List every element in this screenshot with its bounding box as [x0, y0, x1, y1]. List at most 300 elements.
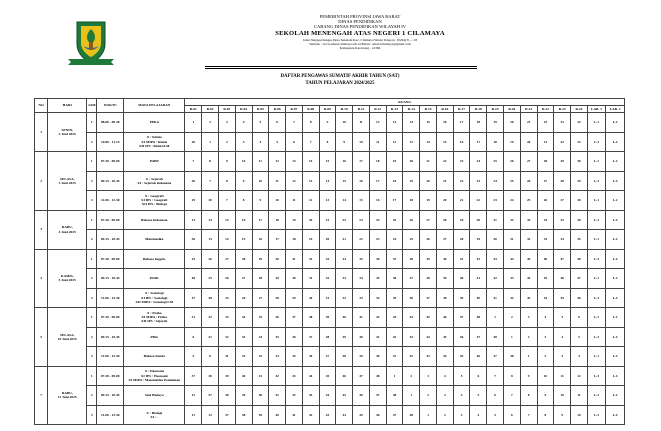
supervisor-code: 31 — [202, 327, 219, 347]
supervisor-code: 35 — [386, 288, 403, 308]
supervisor-code: 27 — [218, 249, 235, 269]
supervisor-code: 19 — [386, 152, 403, 172]
room-header: R.08 — [302, 106, 319, 113]
supervisor-code: 46 — [571, 288, 588, 308]
supervisor-code: 9 — [336, 132, 353, 152]
supervisor-code: 42 — [369, 308, 386, 328]
supervisor-code: 5 — [269, 132, 286, 152]
supervisor-code: 4 — [470, 405, 487, 425]
subject-name: X : Fisika XI MIPA : Fisika XII IPS : Sejarah — [124, 308, 185, 328]
subject-name: Bahasa Indonesia — [124, 210, 185, 230]
supervisor-code: L.3 — [587, 288, 605, 308]
supervisor-code: 47 — [185, 288, 202, 308]
header-province: PEMERINTAH PROVINSI JAWA BARAT — [319, 14, 401, 19]
table-row — [35, 132, 625, 152]
supervisor-code: 12 — [202, 405, 219, 425]
supervisor-code: 14 — [319, 171, 336, 191]
supervisor-code: 4 — [235, 113, 252, 133]
supervisor-code: 3 — [537, 327, 554, 347]
room-header: LAB. 1 — [587, 106, 605, 113]
supervisor-code: 3 — [554, 347, 571, 367]
supervisor-code: L.1 — [587, 152, 605, 172]
supervisor-code: 12 — [269, 152, 286, 172]
room-header: R.07 — [286, 106, 303, 113]
supervisor-code: 37 — [218, 405, 235, 425]
supervisor-code: 19 — [503, 132, 520, 152]
table-row — [35, 191, 625, 211]
supervisor-code: 38 — [202, 366, 219, 386]
title-year: TAHUN PELAJARAN 2024/2025 — [305, 81, 375, 86]
supervisor-code: 28 — [571, 191, 588, 211]
room-header: R.17 — [453, 106, 470, 113]
supervisor-code: 9 — [218, 152, 235, 172]
supervisor-code: 40 — [269, 405, 286, 425]
supervisor-code: 16 — [453, 132, 470, 152]
supervisor-code: 31 — [218, 347, 235, 367]
supervisor-code: 12 — [185, 386, 202, 406]
supervisor-code: 37 — [185, 366, 202, 386]
supervisor-code: 13 — [302, 171, 319, 191]
header-agency: DINAS PENDIDIKAN — [338, 19, 382, 25]
supervisor-code: 22 — [554, 132, 571, 152]
supervisor-code: 6 — [487, 386, 504, 406]
supervisor-code: 42 — [487, 269, 504, 289]
supervisor-code: 11 — [571, 386, 588, 406]
supervisor-code: 28 — [436, 210, 453, 230]
supervisor-code: 31 — [302, 269, 319, 289]
supervisor-code: 24 — [487, 171, 504, 191]
supervisor-code: L.2 — [606, 113, 625, 133]
supervisor-code: 30 — [185, 171, 202, 191]
supervisor-code: 21 — [520, 113, 537, 133]
session-number: 1 — [87, 152, 97, 172]
room-header: R.14 — [403, 106, 420, 113]
supervisor-code: 39 — [420, 249, 437, 269]
supervisor-code: 43 — [420, 347, 437, 367]
supervisor-code: 17 — [470, 132, 487, 152]
room-header: R.03 — [218, 106, 235, 113]
supervisor-code: L.1 — [587, 308, 605, 328]
supervisor-code: 5 — [252, 113, 269, 133]
supervisor-code: 26 — [537, 191, 554, 211]
supervisor-code: 31 — [185, 308, 202, 328]
supervisor-code: 44 — [537, 288, 554, 308]
session-time: 07.30 - 09.00 — [97, 152, 124, 172]
supervisor-code: 21 — [420, 152, 437, 172]
supervisor-code: 13 — [403, 132, 420, 152]
supervisor-code: 25 — [487, 152, 504, 172]
supervisor-code: 14 — [420, 132, 437, 152]
supervisor-code: L.3 — [587, 249, 605, 269]
supervisor-code: 24 — [470, 152, 487, 172]
supervisor-code: 4 — [571, 347, 588, 367]
supervisor-code: 41 — [487, 288, 504, 308]
supervisor-code: 41 — [453, 249, 470, 269]
supervisor-code: 2 — [520, 327, 537, 347]
supervisor-code: 41 — [353, 308, 370, 328]
header-school-name: SEKOLAH MENENGAH ATAS NEGERI 1 CILAMAYA — [275, 29, 445, 37]
supervisor-code: 16 — [353, 171, 370, 191]
supervisor-code: 11 — [286, 191, 303, 211]
supervisor-code: 40 — [470, 288, 487, 308]
subject-name: X : Ekonomi XI IPS : Ekonomi XI MIPA : Matematika Peminatan — [124, 366, 185, 386]
supervisor-code: 31 — [319, 288, 336, 308]
supervisor-code: 3 — [235, 132, 252, 152]
supervisor-code: 3 — [420, 366, 437, 386]
supervisor-code: 1 — [386, 366, 403, 386]
supervisor-code: 42 — [386, 327, 403, 347]
supervisor-code: 41 — [386, 347, 403, 367]
supervisor-code: 36 — [269, 308, 286, 328]
supervisor-code: 2 — [537, 347, 554, 367]
supervisor-code: 37 — [403, 269, 420, 289]
supervisor-code: 30 — [470, 210, 487, 230]
supervisor-code: 38 — [336, 347, 353, 367]
supervisor-code: 47 — [487, 347, 504, 367]
subject-name: PPKn — [124, 113, 185, 133]
supervisor-code: 6 — [470, 366, 487, 386]
supervisor-code: 48 — [185, 269, 202, 289]
subject-name: Matematika — [124, 230, 185, 250]
room-header: R.10 — [336, 106, 353, 113]
session-time: 11.00 - 12.30 — [97, 191, 124, 211]
supervisor-code: 9 — [235, 171, 252, 191]
room-header: R.12 — [369, 106, 386, 113]
supervisor-code: 19 — [302, 230, 319, 250]
supervisor-code: 40 — [353, 327, 370, 347]
supervisor-code: 16 — [252, 230, 269, 250]
supervisor-code: 34 — [369, 288, 386, 308]
supervisor-code: L.2 — [606, 191, 625, 211]
session-number: 2 — [87, 327, 97, 347]
supervisor-code: 1 — [503, 327, 520, 347]
supervisor-code: 9 — [252, 191, 269, 211]
supervisor-code: 41 — [252, 366, 269, 386]
room-header: R.19 — [487, 106, 504, 113]
supervisor-code: 16 — [336, 152, 353, 172]
day-number: 2 — [35, 152, 48, 211]
supervisor-code: 30 — [571, 152, 588, 172]
supervisor-code: 37 — [420, 288, 437, 308]
supervisor-code: 2 — [202, 113, 219, 133]
supervisor-code: 4 — [453, 386, 470, 406]
supervisor-code: 40 — [336, 308, 353, 328]
supervisor-code: 16 — [235, 210, 252, 230]
supervisor-code: 20 — [319, 230, 336, 250]
supervisor-code: 23 — [470, 171, 487, 191]
supervisor-code: 8 — [218, 171, 235, 191]
supervisor-code: L.3 — [587, 132, 605, 152]
session-number: 2 — [87, 171, 97, 191]
supervisor-code: 26 — [520, 171, 537, 191]
table-row — [35, 386, 625, 406]
supervisor-code: 5 — [185, 347, 202, 367]
supervisor-code: 41 — [286, 405, 303, 425]
supervisor-code: L.3 — [587, 210, 605, 230]
supervisor-code: 18 — [470, 113, 487, 133]
supervisor-code: 35 — [571, 230, 588, 250]
supervisor-code: 42 — [470, 249, 487, 269]
supervisor-code: 10 — [252, 171, 269, 191]
supervisor-code: 48 — [487, 327, 504, 347]
session-number: 1 — [87, 366, 97, 386]
supervisor-code: 27 — [520, 152, 537, 172]
supervisor-code: 15 — [218, 210, 235, 230]
table-row — [35, 113, 625, 133]
header-divider — [205, 66, 477, 67]
supervisor-code: 43 — [403, 327, 420, 347]
supervisor-code: 47 — [353, 366, 370, 386]
supervisor-code: 48 — [571, 249, 588, 269]
supervisor-code: 28 — [537, 152, 554, 172]
supervisor-code: 7 — [202, 171, 219, 191]
supervisor-code: 43 — [520, 288, 537, 308]
supervisor-code: 38 — [420, 269, 437, 289]
room-header: R.16 — [436, 106, 453, 113]
subject-name: X : Biologi XI : - — [124, 405, 185, 425]
room-header: LAB. 2 — [606, 106, 625, 113]
supervisor-code: 43 — [503, 269, 520, 289]
supervisor-code: 44 — [436, 347, 453, 367]
supervisor-code: 11 — [252, 152, 269, 172]
supervisor-code: 26 — [420, 230, 437, 250]
session-number: 2 — [87, 230, 97, 250]
supervisor-code: 28 — [554, 171, 571, 191]
supervisor-code: L.3 — [587, 327, 605, 347]
supervisor-code: L.1 — [587, 347, 605, 367]
supervisor-code: 40 — [252, 386, 269, 406]
supervisor-code: 47 — [453, 308, 470, 328]
supervisor-code: 36 — [286, 327, 303, 347]
supervisor-code: 5 — [554, 308, 571, 328]
supervisor-code: L.2 — [606, 308, 625, 328]
supervisor-code: 45 — [336, 386, 353, 406]
supervisor-code: 17 — [453, 113, 470, 133]
supervisor-code: L.4 — [606, 288, 625, 308]
supervisor-code: 23 — [571, 132, 588, 152]
subject-name: PKK — [124, 327, 185, 347]
supervisor-code: 20 — [503, 113, 520, 133]
supervisor-code: 21 — [537, 132, 554, 152]
room-header: R.20 — [503, 106, 520, 113]
day-date: SELASA, 10 Juni 2025 — [48, 308, 87, 367]
supervisor-code: L.4 — [606, 132, 625, 152]
supervisor-code: 33 — [235, 327, 252, 347]
emblem-ribbon-icon — [66, 58, 116, 66]
supervisor-code: 48 — [403, 405, 420, 425]
supervisor-code: 32 — [503, 210, 520, 230]
supervisor-code: 14 — [218, 230, 235, 250]
table-row — [35, 288, 625, 308]
supervisor-code: 34 — [269, 347, 286, 367]
supervisor-code: 39 — [218, 366, 235, 386]
supervisor-code: 20 — [520, 132, 537, 152]
supervisor-code: 15 — [420, 113, 437, 133]
supervisor-code: 34 — [537, 210, 554, 230]
table-row — [35, 347, 625, 367]
supervisor-code: 17 — [269, 230, 286, 250]
supervisor-code: 17 — [369, 171, 386, 191]
supervisor-code: 6 — [286, 132, 303, 152]
subject-name: Bahasa Sunda — [124, 347, 185, 367]
supervisor-schedule-table — [34, 98, 625, 425]
supervisor-code: 27 — [554, 191, 571, 211]
table-row — [35, 249, 625, 269]
supervisor-code: 3 — [520, 308, 537, 328]
supervisor-code: 39 — [252, 405, 269, 425]
room-header: R.18 — [470, 106, 487, 113]
supervisor-code: 40 — [436, 249, 453, 269]
supervisor-code: 8 — [319, 132, 336, 152]
supervisor-code: 46 — [470, 347, 487, 367]
room-header: R.15 — [420, 106, 437, 113]
supervisor-code: 29 — [269, 269, 286, 289]
supervisor-code: 11 — [369, 132, 386, 152]
session-number: 1 — [87, 308, 97, 328]
supervisor-code: 18 — [386, 171, 403, 191]
subject-name: X : Sosiologi XI IPS : Sosiologi XII MIPA : Sosiologi LM — [124, 288, 185, 308]
supervisor-code: 38 — [218, 386, 235, 406]
supervisor-code: 7 — [286, 113, 303, 133]
day-date: SENIN, 2 Juni 2025 — [48, 113, 87, 152]
supervisor-code: 15 — [235, 230, 252, 250]
supervisor-code: L.3 — [587, 171, 605, 191]
school-header — [210, 14, 510, 51]
supervisor-code: 29 — [470, 230, 487, 250]
header-divider-thin — [205, 68, 477, 69]
header-contact: Website : www.sman1cilamaya.sch.id Email : sman1cilamaya@gmail.com — [309, 42, 411, 47]
supervisor-code: 7 — [520, 405, 537, 425]
supervisor-code: 46 — [537, 249, 554, 269]
supervisor-code: 8 — [302, 113, 319, 133]
table-row — [35, 269, 625, 289]
day-number: 7 — [35, 366, 48, 425]
session-number: 3 — [87, 191, 97, 211]
supervisor-code: 32 — [520, 230, 537, 250]
supervisor-code: 18 — [369, 152, 386, 172]
supervisor-code: L.4 — [606, 249, 625, 269]
supervisor-code: 44 — [520, 269, 537, 289]
table-row — [35, 230, 625, 250]
supervisor-code: 14 — [403, 113, 420, 133]
supervisor-code: 33 — [319, 249, 336, 269]
supervisor-code: 17 — [252, 210, 269, 230]
supervisor-code: 32 — [218, 327, 235, 347]
supervisor-code: 7 — [503, 386, 520, 406]
supervisor-code: 13 — [202, 230, 219, 250]
supervisor-code: 1 — [487, 308, 504, 328]
supervisor-code: 10 — [537, 366, 554, 386]
supervisor-code: 9 — [554, 405, 571, 425]
session-time: 09.15 - 10.45 — [97, 230, 124, 250]
supervisor-code: 40 — [235, 366, 252, 386]
session-time: 09.15 - 10.45 — [97, 386, 124, 406]
supervisor-code: 47 — [470, 327, 487, 347]
header-address: Jalan Singaperbangsa Desa Sukatani Kec. Cilamaya Wetan Telepon : (0264) 8 .... 03 — [302, 37, 418, 42]
day-date: KAMIS, 5 Juni 2025 — [48, 249, 87, 308]
supervisor-code: 29 — [554, 152, 571, 172]
supervisor-code: 33 — [252, 347, 269, 367]
supervisor-code: 18 — [487, 132, 504, 152]
supervisor-code: 9 — [319, 113, 336, 133]
supervisor-code: 2 — [403, 366, 420, 386]
supervisor-code: 3 — [436, 386, 453, 406]
supervisor-code: 37 — [286, 308, 303, 328]
supervisor-code: 38 — [235, 405, 252, 425]
supervisor-code: 1 — [202, 132, 219, 152]
supervisor-code: 42 — [302, 405, 319, 425]
supervisor-code: 35 — [353, 249, 370, 269]
header-city: Kabupaten Karawang - 41384 — [339, 46, 381, 51]
supervisor-code: 27 — [235, 269, 252, 289]
supervisor-code: 5 — [453, 366, 470, 386]
session-time: 10.00 - 11.15 — [97, 132, 124, 152]
supervisor-code: 48 — [470, 308, 487, 328]
session-number: 2 — [87, 269, 97, 289]
supervisor-code: 32 — [336, 288, 353, 308]
supervisor-code: 20 — [302, 210, 319, 230]
header-branch: CABANG DINAS PENDIDIKAN WILAYAH IV — [313, 24, 407, 30]
supervisor-code: 10 — [571, 405, 588, 425]
supervisor-code: 47 — [571, 269, 588, 289]
supervisor-code: 28 — [269, 288, 286, 308]
supervisor-code: 42 — [403, 347, 420, 367]
supervisor-code: 12 — [369, 113, 386, 133]
supervisor-code: 6 — [185, 327, 202, 347]
supervisor-code: 26 — [503, 152, 520, 172]
supervisor-code: L.4 — [606, 171, 625, 191]
supervisor-code: L.1 — [587, 113, 605, 133]
supervisor-code: 2 — [420, 386, 437, 406]
supervisor-code: 45 — [420, 308, 437, 328]
supervisor-code: 6 — [269, 113, 286, 133]
supervisor-code: 4 — [537, 308, 554, 328]
supervisor-code: 10 — [235, 152, 252, 172]
supervisor-code: 37 — [302, 327, 319, 347]
supervisor-code: 21 — [319, 210, 336, 230]
supervisor-code: 44 — [503, 249, 520, 269]
supervisor-code: 33 — [537, 230, 554, 250]
supervisor-code: 34 — [554, 230, 571, 250]
supervisor-code: 9 — [537, 386, 554, 406]
room-header: R.01 — [185, 106, 202, 113]
supervisor-code: 45 — [353, 405, 370, 425]
supervisor-code: 8 — [520, 386, 537, 406]
supervisor-code: 30 — [302, 288, 319, 308]
supervisor-code: 34 — [235, 308, 252, 328]
supervisor-code: 18 — [403, 191, 420, 211]
supervisor-code: 28 — [453, 230, 470, 250]
supervisor-code: 19 — [420, 191, 437, 211]
room-header: R.06 — [269, 106, 286, 113]
supervisor-code: 21 — [436, 171, 453, 191]
title-main: DAFTAR PENGAWAS SUMATIF AKHIR TAHUN (SAT) — [280, 74, 400, 79]
supervisor-code: 4 — [252, 132, 269, 152]
supervisor-code: 27 — [420, 210, 437, 230]
supervisor-code: 25 — [386, 210, 403, 230]
col-ruang: RUANG — [185, 99, 625, 106]
supervisor-code: 22 — [436, 152, 453, 172]
supervisor-code: 42 — [503, 288, 520, 308]
supervisor-code: 22 — [353, 230, 370, 250]
supervisor-code: L.1 — [587, 191, 605, 211]
supervisor-code: 7 — [185, 152, 202, 172]
supervisor-code: 18 — [286, 230, 303, 250]
supervisor-code: 43 — [302, 386, 319, 406]
supervisor-code: 12 — [302, 191, 319, 211]
supervisor-code: 46 — [436, 308, 453, 328]
supervisor-code: 22 — [537, 113, 554, 133]
